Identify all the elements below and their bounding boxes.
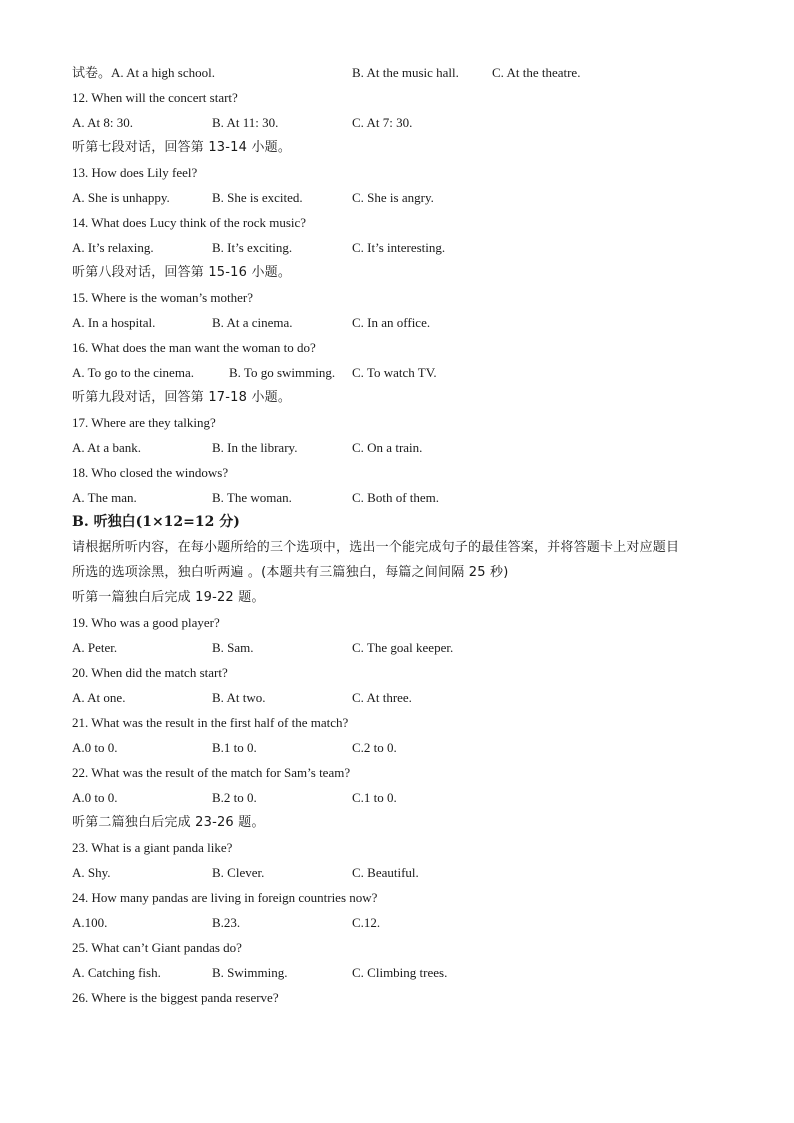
q14-option-b: B. It’s exciting.	[212, 240, 293, 255]
q20-option-a: A. At one.	[72, 690, 126, 705]
question-14: 14. What does Lucy think of the rock music?	[72, 215, 307, 230]
section-b-title: B. 听独白(1×12=12 分)	[72, 514, 240, 530]
q13-option-b: B. She is excited.	[212, 190, 303, 205]
q15-option-c: C. In an office.	[352, 315, 431, 330]
question-21: 21. What was the result in the first half of the match?	[72, 715, 349, 730]
question-26: 26. Where is the biggest panda reserve?	[72, 990, 279, 1005]
q16-option-b: B. To go swimming.	[229, 365, 336, 380]
q18-option-b: B. The woman.	[212, 490, 292, 505]
q18-options-row	[72, 485, 754, 510]
q21-option-c: C.2 to 0.	[352, 740, 397, 755]
section-instruction-9: 听第九段对话，回答第 17-18 小题。	[72, 390, 292, 405]
q24-option-b: B.23.	[212, 915, 241, 930]
q11-options-row	[72, 60, 754, 85]
q18-option-c: C. Both of them.	[352, 490, 440, 505]
q17-options-row	[72, 435, 754, 460]
q20-options-row	[72, 685, 754, 710]
q22-option-c: C.1 to 0.	[352, 790, 397, 805]
question-24: 24. How many pandas are living in foreign countries now?	[72, 890, 378, 905]
q23-option-a: A. Shy.	[72, 865, 111, 880]
question-17: 17. Where are they talking?	[72, 415, 216, 430]
q21-options-row	[72, 735, 754, 760]
q15-options-row	[72, 310, 754, 335]
question-13: 13. How does Lily feel?	[72, 165, 198, 180]
q11-option-b: B. At the music hall.	[352, 65, 459, 80]
q23-option-b: B. Clever.	[212, 865, 265, 880]
q24-option-a: A.100.	[72, 915, 108, 930]
q25-option-c: C. Climbing trees.	[352, 965, 448, 980]
monologue-1-instruction: 听第一篇独白后完成 19-22 题。	[72, 590, 265, 605]
q13-option-a: A. She is unhappy.	[72, 190, 170, 205]
q17-option-c: C. On a train.	[352, 440, 423, 455]
q25-option-b: B. Swimming.	[212, 965, 288, 980]
q11-option-c: C. At the theatre.	[492, 65, 581, 80]
q19-option-a: A. Peter.	[72, 640, 118, 655]
q19-option-c: C. The goal keeper.	[352, 640, 454, 655]
q22-option-a: A.0 to 0.	[72, 790, 118, 805]
q23-option-c: C. Beautiful.	[352, 865, 419, 880]
q20-option-c: C. At three.	[352, 690, 412, 705]
q16-option-c: C. To watch TV.	[352, 365, 437, 380]
q19-options-row	[72, 635, 754, 660]
monologue-2-instruction: 听第二篇独白后完成 23-26 题。	[72, 815, 265, 830]
q13-option-c: C. She is angry.	[352, 190, 434, 205]
q15-option-a: A. In a hospital.	[72, 315, 156, 330]
q16-option-a: A. To go to the cinema.	[72, 365, 194, 380]
q21-option-b: B.1 to 0.	[212, 740, 257, 755]
question-19: 19. Who was a good player?	[72, 615, 220, 630]
q20-option-b: B. At two.	[212, 690, 266, 705]
q11-option-a: 试卷。A. At a high school.	[72, 65, 215, 80]
question-16: 16. What does the man want the woman to do?	[72, 340, 316, 355]
q24-options-row	[72, 910, 754, 935]
q13-options-row	[72, 185, 754, 210]
q16-options-row	[72, 360, 754, 385]
q25-options-row	[72, 960, 754, 985]
question-18: 18. Who closed the windows?	[72, 465, 229, 480]
q22-options-row	[72, 785, 754, 810]
q17-option-a: A. At a bank.	[72, 440, 141, 455]
question-12: 12. When will the concert start?	[72, 90, 238, 105]
q15-option-b: B. At a cinema.	[212, 315, 293, 330]
question-25: 25. What can’t Giant pandas do?	[72, 940, 242, 955]
question-15: 15. Where is the woman’s mother?	[72, 290, 253, 305]
section-b-instruction-line1: 请根据所听内容，在每小题所给的三个选项中，选出一个能完成句子的最佳答案，并将答题卡上对应题目	[72, 540, 680, 555]
q23-options-row	[72, 860, 754, 885]
q12-option-a: A. At 8: 30.	[72, 115, 134, 130]
q12-options-row	[72, 110, 754, 135]
q14-option-a: A. It’s relaxing.	[72, 240, 154, 255]
q18-option-a: A. The man.	[72, 490, 137, 505]
q21-option-a: A.0 to 0.	[72, 740, 118, 755]
section-b-instruction-line2: 所选的选项涂黑，独白听两遍 。(本题共有三篇独白，每篇之间间隔 25 秒)	[72, 565, 509, 580]
q14-option-c: C. It’s interesting.	[352, 240, 446, 255]
q25-option-a: A. Catching fish.	[72, 965, 161, 980]
q22-option-b: B.2 to 0.	[212, 790, 257, 805]
question-20: 20. When did the match start?	[72, 665, 228, 680]
q12-option-b: B. At 11: 30.	[212, 115, 279, 130]
section-instruction-7: 听第七段对话，回答第 13-14 小题。	[72, 140, 292, 155]
section-instruction-8: 听第八段对话，回答第 15-16 小题。	[72, 265, 292, 280]
q12-option-c: C. At 7: 30.	[352, 115, 413, 130]
question-23: 23. What is a giant panda like?	[72, 840, 233, 855]
q24-option-c: C.12.	[352, 915, 381, 930]
question-22: 22. What was the result of the match for Sam’s team?	[72, 765, 351, 780]
q17-option-b: B. In the library.	[212, 440, 298, 455]
q19-option-b: B. Sam.	[212, 640, 254, 655]
q14-options-row	[72, 235, 754, 260]
